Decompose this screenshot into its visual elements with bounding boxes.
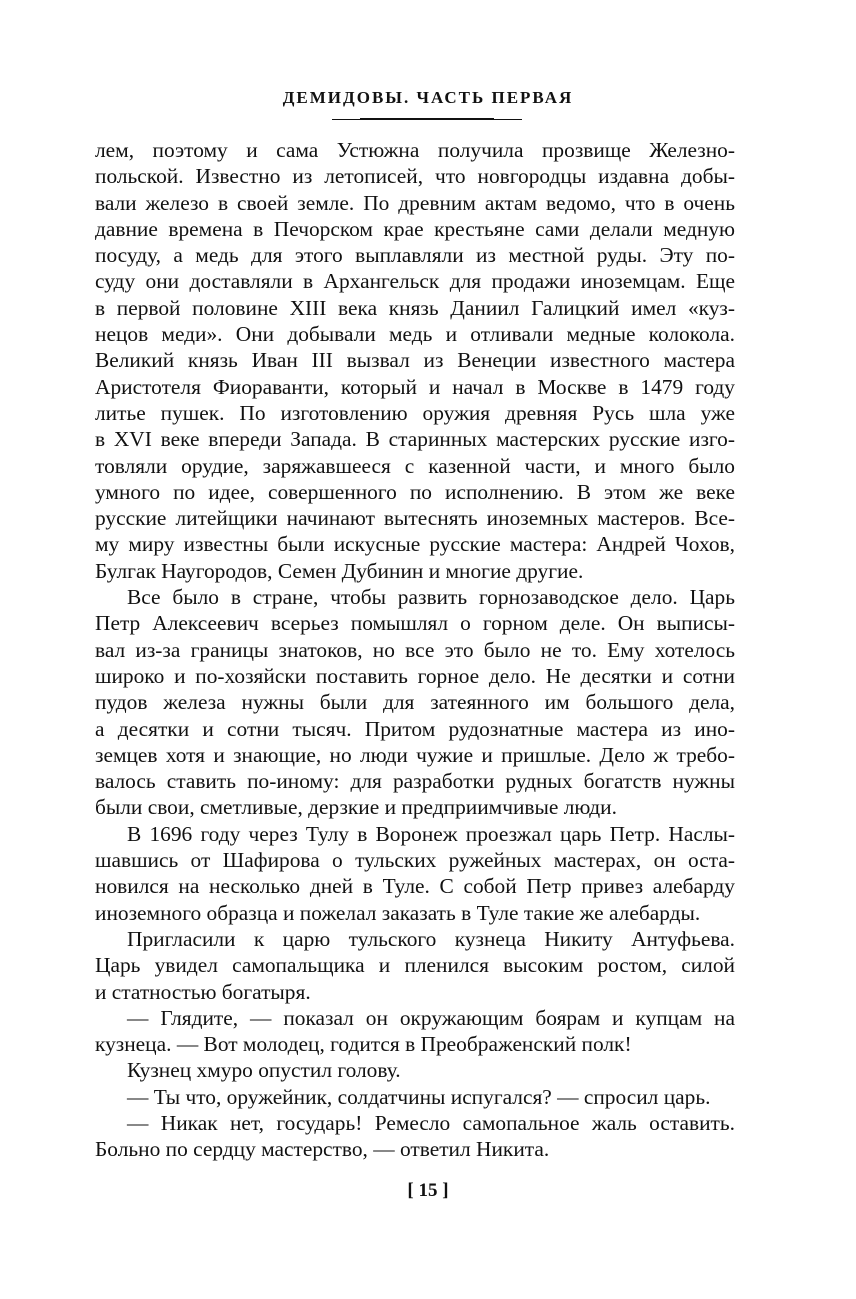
text-line: кузнеца. — Вот молодец, годится в Преображенский полк! — [95, 1032, 632, 1057]
text-line: валось ставить по-иному: для разработки рудных богатств нужны — [95, 769, 735, 794]
text-line: — Никак нет, государь! Ремесло самопальное жаль оставить. — [127, 1110, 735, 1135]
text-line: новился на несколько дней в Туле. С собой Петр привез алебарду — [95, 874, 735, 899]
text-line: а десятки и сотни тысяч. Притом рудознатные мастера из ино- — [95, 716, 735, 741]
text-line: му миру известны были искусные русские мастера: Андрей Чохов, — [95, 532, 735, 557]
text-line: земцев хотя и знающие, но люди чужие и пришлые. Дело ж требо- — [95, 742, 735, 767]
text-line: Царь увидел самопальщика и пленился высоким ростом, силой — [95, 953, 735, 978]
text-line: Булгак Наугородов, Семен Дубинин и многие другие. — [95, 558, 584, 583]
running-title: ДЕМИДОВЫ. ЧАСТЬ ПЕРВАЯ — [282, 88, 574, 107]
text-line: В 1696 году через Тулу в Воронеж проезжал царь Петр. Наслы- — [127, 821, 735, 846]
text-line: Пригласили к царю тульского кузнеца Никиту Антуфьева. — [127, 926, 735, 951]
text-line: и статностью богатыря. — [95, 979, 311, 1004]
text-line: лем, поэтому и сама Устюжна получила прозвище Железно- — [95, 138, 735, 162]
text-line: вали железо в своей земле. По древним актам ведомо, что в очень — [95, 190, 735, 215]
text-line: Кузнец хмуро опустил голову. — [127, 1058, 401, 1083]
text-line: — Глядите, — показал он окружающим боярам и купцам на — [127, 1005, 735, 1030]
text-line: широко и по-хозяйски поставить горное дело. Не десятки и сотни — [95, 663, 735, 688]
text-line: Петр Алексеевич всерьез помышлял о горном деле. Он выписы- — [95, 611, 735, 636]
text-line: иноземного образца и пожелал заказать в Туле такие же алебарды. — [95, 900, 701, 925]
text-line: были свои, сметливые, дерзкие и предприимчивые люди. — [95, 795, 617, 820]
text-line: русские литейщики начинают вытеснять иноземных мастеров. Все- — [95, 506, 735, 531]
text-line: Все было в стране, чтобы развить горнозаводское дело. Царь — [127, 585, 735, 610]
text-line: Великий князь Иван III вызвал из Венеции известного мастера — [95, 348, 735, 373]
text-line: — Ты что, оружейник, солдатчины испугался? — спросил царь. — [127, 1084, 711, 1109]
text-line: посуду, а медь для этого выплавляли из местной руды. Эту по- — [95, 243, 735, 268]
text-line: умного по идее, совершенного по исполнению. В этом же веке — [95, 479, 735, 504]
text-line: польской. Известно из летописей, что новгородцы издавна добы- — [95, 164, 735, 189]
text-line: в первой половине XIII века князь Даниил Галицкий имел «куз- — [95, 295, 735, 320]
text-line: литье пушек. По изготовлению оружия древняя Русь шла уже — [95, 400, 735, 425]
body-text — [95, 137, 735, 1163]
header-rule — [360, 118, 494, 120]
text-line: товляли орудие, заряжавшееся с казенной части, и много было — [95, 453, 735, 478]
text-line: давние времена в Печорском крае крестьяне сами делали медную — [95, 216, 735, 241]
text-line: шавшись от Шафирова о тульских ружейных мастерах, он оста- — [95, 848, 735, 873]
text-line: пудов железа нужны были для затеянного им большого дела, — [95, 690, 735, 715]
text-line: Больно по сердцу мастерство, — ответил Никита. — [95, 1137, 550, 1162]
page-number: [ 15 ] — [407, 1180, 449, 1201]
text-line: суду они доставляли в Архангельск для продажи иноземцам. Еще — [95, 269, 735, 294]
text-line: в XVI веке впереди Запада. В старинных мастерских русские изго- — [95, 427, 735, 452]
text-line: нецов меди». Они добывали медь и отливали медные колокола. — [95, 322, 735, 347]
text-line: Аристотеля Фиораванти, который и начал в Москве в 1479 году — [95, 374, 735, 399]
text-line: вал из-за границы знатоков, но все это было не то. Ему хотелось — [95, 637, 735, 662]
